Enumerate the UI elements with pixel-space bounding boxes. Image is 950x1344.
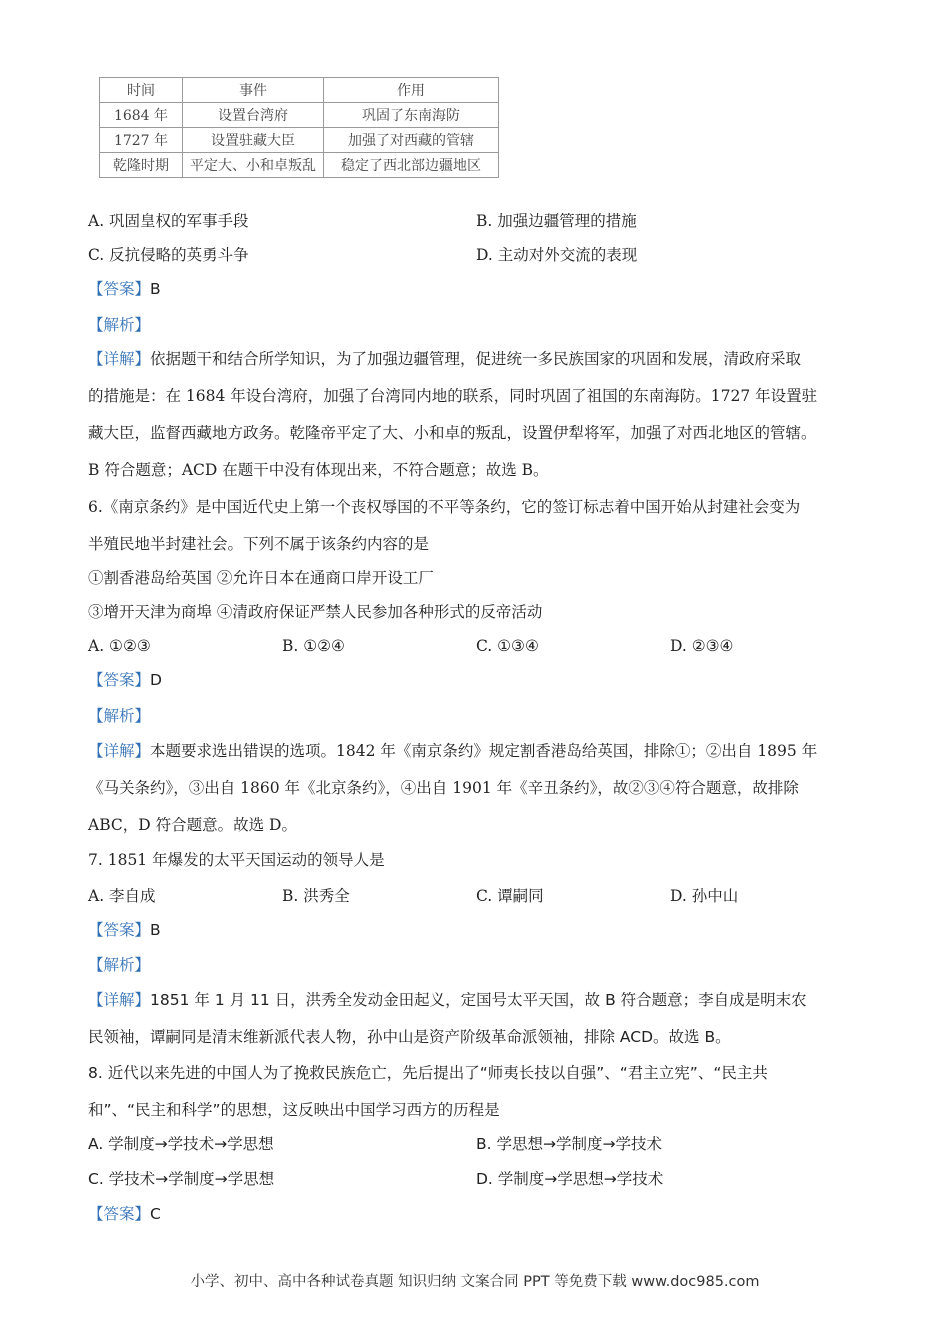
q5-detail-line-1 (88, 349, 801, 369)
q6-detail-line-1 (88, 741, 817, 761)
history-table (99, 77, 499, 178)
table-row (100, 103, 499, 128)
table-cell: 乾隆时期 (100, 153, 183, 178)
answer-label: 【答案】 (88, 1205, 151, 1223)
q5-option-a: A. 巩固皇权的军事手段 (88, 212, 249, 230)
table-header-cell: 事件 (183, 78, 324, 103)
table-header-cell: 作用 (324, 78, 499, 103)
q7-analysis-label: 【解析】 (88, 956, 151, 974)
q8-option-c: C. 学技术→学制度→学思想 (88, 1170, 275, 1188)
q5-answer (88, 279, 161, 299)
q6-option-b: B. ①②④ (282, 637, 345, 655)
q7-option-c: C. 谭嗣同 (476, 887, 544, 905)
q8-stem-line-1: 8. 近代以来先进的中国人为了挽救民族危亡，先后提出了“师夷长技以自强”、“君主立宪”、“民主共 (88, 1064, 768, 1082)
table-cell: 1727 年 (100, 128, 183, 153)
q7-option-b: B. 洪秀全 (282, 887, 350, 905)
table-cell: 巩固了东南海防 (324, 103, 499, 128)
q5-detail-line-4: B 符合题意；ACD 在题干中没有体现出来，不符合题意；故选 B。 (88, 461, 549, 479)
table-header-cell: 时间 (100, 78, 183, 103)
q6-answer (88, 670, 162, 690)
table-row (100, 153, 499, 178)
q6-items-line-1: ①割香港岛给英国 ②允许日本在通商口岸开设工厂 (88, 569, 434, 587)
table-cell: 设置驻藏大臣 (183, 128, 324, 153)
detail-text: 1851 年 1 月 11 日，洪秀全发动金田起义，定国号太平天国，故 B 符合题意；李自成是明末农 (150, 991, 807, 1009)
detail-label: 【详解】 (88, 991, 151, 1009)
q6-option-c: C. ①③④ (476, 637, 539, 655)
q5-analysis-label: 【解析】 (88, 316, 151, 334)
table-header-row (100, 78, 499, 103)
q5-option-d: D. 主动对外交流的表现 (476, 246, 638, 264)
q7-option-a: A. 李自成 (88, 887, 156, 905)
q8-option-a: A. 学制度→学技术→学思想 (88, 1135, 274, 1153)
q6-option-d: D. ②③④ (670, 637, 734, 655)
q7-detail-line-1 (88, 990, 807, 1010)
q7-option-d: D. 孙中山 (670, 887, 739, 905)
answer-value: B (150, 921, 161, 939)
answer-value: B (150, 280, 161, 298)
q7-stem: 7. 1851 年爆发的太平天国运动的领导人是 (88, 851, 385, 869)
answer-label: 【答案】 (88, 280, 151, 298)
answer-label: 【答案】 (88, 671, 151, 689)
q8-option-d: D. 学制度→学思想→学技术 (476, 1170, 664, 1188)
table-row (100, 128, 499, 153)
q8-answer (88, 1204, 161, 1224)
answer-value: C (150, 1205, 161, 1223)
q7-detail-line-2: 民领袖，谭嗣同是清末维新派代表人物，孙中山是资产阶级革命派领袖，排除 ACD。故选 B。 (88, 1028, 731, 1046)
q8-option-b: B. 学思想→学制度→学技术 (476, 1135, 662, 1153)
q6-stem-line-2: 半殖民地半封建社会。下列不属于该条约内容的是 (88, 535, 430, 553)
detail-label: 【详解】 (88, 742, 151, 760)
q5-option-c: C. 反抗侵略的英勇斗争 (88, 246, 249, 264)
table-cell: 加强了对西藏的管辖 (324, 128, 499, 153)
table-cell: 平定大、小和卓叛乱 (183, 153, 324, 178)
table-cell: 1684 年 (100, 103, 183, 128)
q5-detail-line-3: 藏大臣，监督西藏地方政务。乾隆帝平定了大、小和卓的叛乱，设置伊犁将军，加强了对西北地区的管辖。 (88, 424, 817, 442)
q5-option-b: B. 加强边疆管理的措施 (476, 212, 637, 230)
detail-label: 【详解】 (88, 350, 151, 368)
q6-stem-line-1: 6.《南京条约》是中国近代史上第一个丧权辱国的不平等条约，它的签订标志着中国开始从封建社会变为 (88, 498, 801, 516)
q6-option-a: A. ①②③ (88, 637, 151, 655)
detail-text: 依据题干和结合所学知识，为了加强边疆管理，促进统一多民族国家的巩固和发展，清政府采取 (150, 350, 802, 368)
q8-stem-line-2: 和”、“民主和科学”的思想，这反映出中国学习西方的历程是 (88, 1101, 500, 1119)
q7-answer (88, 920, 161, 940)
q6-items-line-2: ③增开天津为商埠 ④清政府保证严禁人民参加各种形式的反帝活动 (88, 603, 543, 621)
q5-detail-line-2: 的措施是：在 1684 年设台湾府，加强了台湾同内地的联系，同时巩固了祖国的东南海防。1727 年设置驻 (88, 387, 818, 405)
answer-label: 【答案】 (88, 921, 151, 939)
table-cell: 稳定了西北部边疆地区 (324, 153, 499, 178)
table-cell: 设置台湾府 (183, 103, 324, 128)
page-footer[interactable]: 小学、初中、高中各种试卷真题 知识归纳 文案合同 PPT 等免费下载 www.doc985.com (190, 1274, 760, 1290)
q6-detail-line-3: ABC，D 符合题意。故选 D。 (88, 816, 297, 834)
q6-analysis-label: 【解析】 (88, 707, 151, 725)
q6-detail-line-2: 《马关条约》，③出自 1860 年《北京条约》，④出自 1901 年《辛丑条约》，故②③④符合题意，故排除 (88, 779, 799, 797)
detail-text: 本题要求选出错误的选项。1842 年《南京条约》规定割香港岛给英国，排除①；②出自 1895 年 (150, 742, 818, 760)
answer-value: D (150, 671, 162, 689)
